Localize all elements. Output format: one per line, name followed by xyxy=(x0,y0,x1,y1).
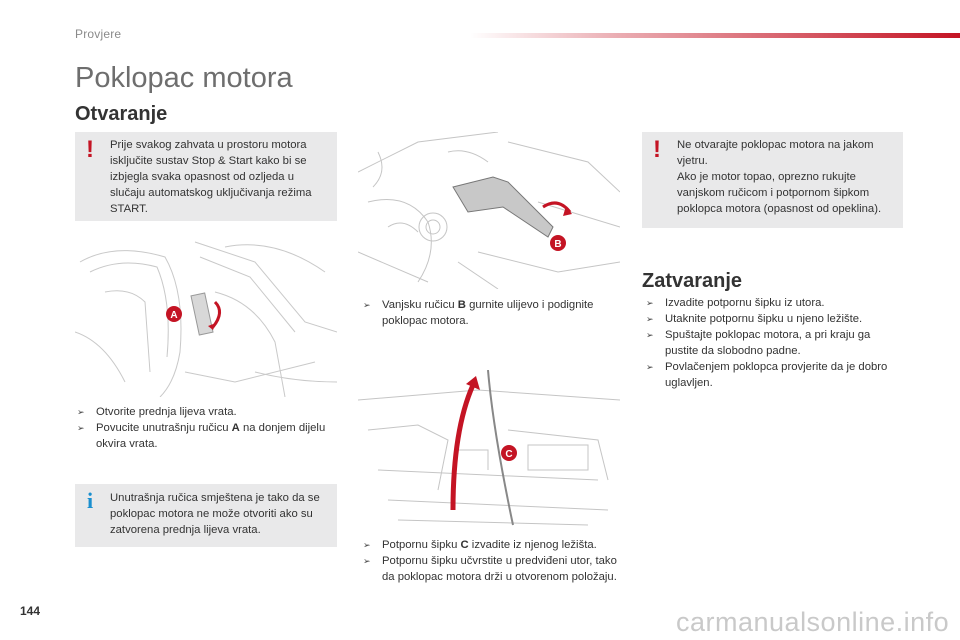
step-close-2: ➢ Utaknite potpornu šipku u njeno ležište. xyxy=(646,313,863,325)
warning-box-wind-heat xyxy=(642,132,903,228)
arrow-bullet-icon: ➢ xyxy=(77,407,85,417)
step-close-1: ➢ Izvadite potpornu šipku iz utora. xyxy=(646,297,825,309)
arrow-bullet-icon: ➢ xyxy=(646,314,654,324)
step-close-4: ➢ Povlačenjem poklopca provjerite da je dobro uglavljen. xyxy=(646,361,888,389)
step-open-door: ➢ Otvorite prednja lijeva vrata. xyxy=(77,406,237,418)
warning-text-stop-start: Prije svakog zahvata u prostoru motora isključite sustav Stop & Start kako bi se izbjegla svaka opasnost od ozljeda u slučaju automatskog uključivanja režima START. xyxy=(110,139,312,215)
info-box-lever xyxy=(75,484,337,547)
arrow-bullet-icon: ➢ xyxy=(646,330,654,340)
warning-text-heat: Ako je motor topao, oprezno rukujte vanjskom ručicom i potpornom šipkom poklopca motora (opasnost od opeklina). xyxy=(677,171,882,215)
steps-support-rod xyxy=(363,537,619,585)
page-number: 144 xyxy=(20,604,41,618)
arrow-bullet-icon: ➢ xyxy=(77,423,85,433)
header-accent-line xyxy=(470,33,960,38)
step-fix-rod: ➢ Potpornu šipku učvrstite u predviđeni utor, tako da poklopac motora drži u otvorenom položaju. xyxy=(363,555,617,583)
figure-external-handle xyxy=(358,132,620,289)
figure-label-a: A xyxy=(170,310,178,321)
warning-box-stop-start xyxy=(75,132,337,221)
step-close-3: ➢ Spuštajte poklopac motora, a pri kraju ga pustite da slobodno padne. xyxy=(646,329,871,357)
steps-open-door xyxy=(77,404,327,452)
figure-label-c: C xyxy=(505,449,513,460)
figure-door-frame-lever xyxy=(75,232,337,397)
steps-closing xyxy=(646,295,896,391)
arrow-bullet-icon: ➢ xyxy=(363,540,371,550)
steps-external-handle xyxy=(363,297,619,329)
arrow-bullet-icon: ➢ xyxy=(363,300,371,310)
watermark: carmanualsonline.info xyxy=(676,607,950,637)
section-label: Provjere xyxy=(75,27,122,41)
closing-heading: Zatvaranje xyxy=(642,270,743,292)
step-remove-rod: ➢ Potpornu šipku C izvadite iz njenog ležišta. xyxy=(363,539,597,551)
figure-support-rod xyxy=(358,370,620,530)
warning-text-wind: Ne otvarajte poklopac motora na jakom vjetru. xyxy=(677,139,874,167)
info-icon: i xyxy=(87,488,94,513)
info-text-lever: Unutrašnja ručica smještena je tako da se poklopac motora ne može otvoriti ako su zatvorena prednja lijeva vrata. xyxy=(110,492,320,536)
arrow-bullet-icon: ➢ xyxy=(646,298,654,308)
page-title: Poklopac motora xyxy=(75,62,293,94)
arrow-bullet-icon: ➢ xyxy=(646,362,654,372)
step-push-handle: ➢ Vanjsku ručicu B gurnite ulijevo i podignite poklopac motora. xyxy=(363,299,594,327)
step-pull-lever: ➢ Povucite unutrašnju ručicu A na donjem dijelu okvira vrata. xyxy=(77,422,326,450)
opening-heading: Otvaranje xyxy=(75,103,168,125)
exclamation-warning-icon: ! xyxy=(653,136,661,163)
arrow-bullet-icon: ➢ xyxy=(363,556,371,566)
exclamation-warning-icon: ! xyxy=(86,136,94,163)
figure-label-b: B xyxy=(554,239,562,250)
